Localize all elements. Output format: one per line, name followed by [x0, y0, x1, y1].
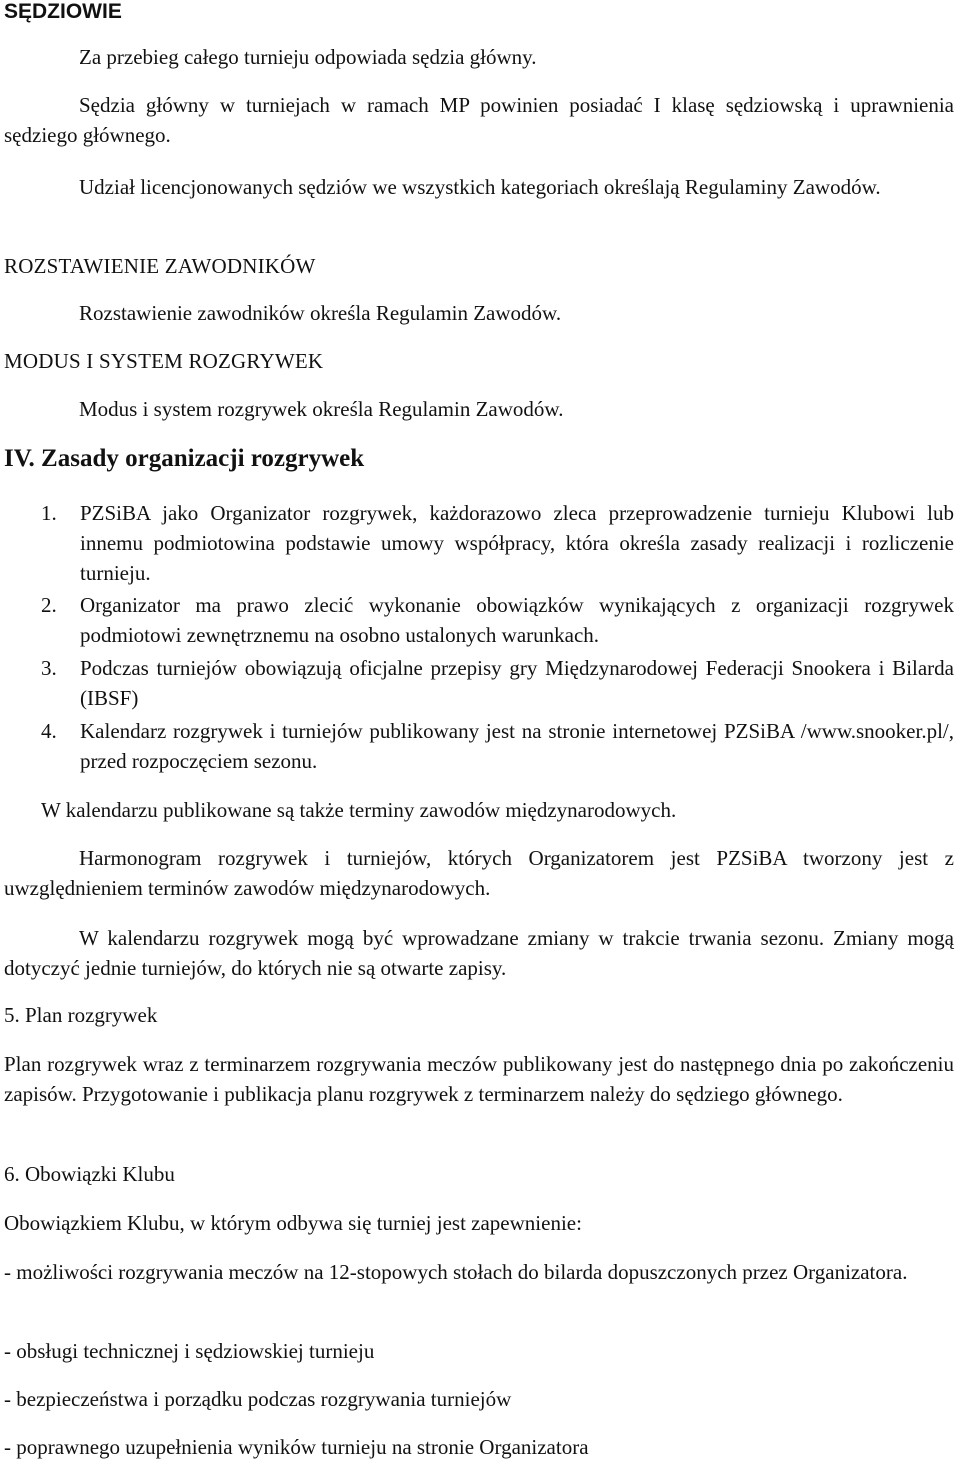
paragraph-plan: Plan rozgrywek wraz z terminarzem rozgrywania meczów publikowany jest do następnego dnia po zakończeniu zapisów. Przygotowanie i publikacja planu rozgrywek z terminarzem należy do sędziego głównego. — [4, 1052, 954, 1106]
list-item: - poprawnego uzupełnienia wyników turnieju na stronie Organizatora — [4, 1435, 589, 1459]
list-item-text: Podczas turniejów obowiązują oficjalne przepisy gry Międzynarodowej Federacji Snookera i Bilarda (IBSF) — [80, 656, 954, 710]
list-item: - możliwości rozgrywania meczów na 12-stopowych stołach do bilarda dopuszczonych przez Organizatora. — [4, 1260, 908, 1284]
heading-rozstawienie: ROZSTAWIENIE ZAWODNIKÓW — [4, 254, 316, 278]
paragraph-harmonogram: Harmonogram rozgrywek i turniejów, których Organizatorem jest PZSiBA tworzony jest z uwzględnieniem terminów zawodów międzynarodowych. — [4, 846, 954, 900]
heading-sedziowie: SĘDZIOWIE — [4, 0, 122, 23]
list-item-number: 2. — [41, 593, 57, 617]
paragraph-sedziowie-1: Za przebieg całego turnieju odpowiada sędzia główny. — [79, 45, 537, 69]
list-item: - obsługi technicznej i sędziowskiej turnieju — [4, 1339, 375, 1363]
list-item-number: 3. — [41, 656, 57, 680]
list-item — [4, 653, 954, 713]
list-item: - bezpieczeństwa i porządku podczas rozgrywania turniejów — [4, 1387, 512, 1411]
list-item-number: 1. — [41, 501, 57, 525]
paragraph-kalendarz: W kalendarzu publikowane są także terminy zawodów międzynarodowych. — [41, 798, 677, 822]
paragraph-obowiazki-intro: Obowiązkiem Klubu, w którym odbywa się turniej jest zapewnienie: — [4, 1211, 582, 1235]
paragraph-sedziowie-2: Sędzia główny w turniejach w ramach MP powinien posiadać I klasę sędziowską i uprawnienia sędziego głównego. — [4, 93, 954, 147]
heading-zasady: IV. Zasady organizacji rozgrywek — [4, 445, 365, 472]
list-item — [4, 590, 954, 650]
heading-obowiazki: 6. Obowiązki Klubu — [4, 1162, 175, 1186]
heading-modus: MODUS I SYSTEM ROZGRYWEK — [4, 349, 324, 373]
paragraph-zmiany: W kalendarzu rozgrywek mogą być wprowadzane zmiany w trakcie trwania sezonu. Zmiany mogą dotyczyć jednie turniejów, do których nie są otwarte zapisy. — [4, 926, 954, 980]
list-item-text: PZSiBA jako Organizator rozgrywek, każdorazowo zleca przeprowadzenie turnieju Klubowi lub innemu podmiotowina podstawie umowy współpracy, która określa zasady realizacji i rozliczenie turnieju. — [80, 501, 954, 585]
list-item — [4, 716, 954, 776]
paragraph-rozstawienie: Rozstawienie zawodników określa Regulamin Zawodów. — [79, 301, 562, 325]
list-item-number: 4. — [41, 719, 57, 743]
list-item-text: Organizator ma prawo zlecić wykonanie obowiązków wynikających z organizacji rozgrywek podmiotowi zewnętrznemu na osobno ustalonych warunkach. — [80, 593, 954, 647]
paragraph-sedziowie-3: Udział licencjonowanych sędziów we wszystkich kategoriach określają Regulaminy Zawodów. — [79, 175, 881, 199]
list-item-text: Kalendarz rozgrywek i turniejów publikowany jest na stronie internetowej PZSiBA /www.snooker.pl/, przed rozpoczęciem sezonu. — [80, 719, 954, 773]
paragraph-modus: Modus i system rozgrywek określa Regulamin Zawodów. — [79, 397, 564, 421]
heading-plan: 5. Plan rozgrywek — [4, 1003, 158, 1027]
list-item — [4, 498, 954, 588]
